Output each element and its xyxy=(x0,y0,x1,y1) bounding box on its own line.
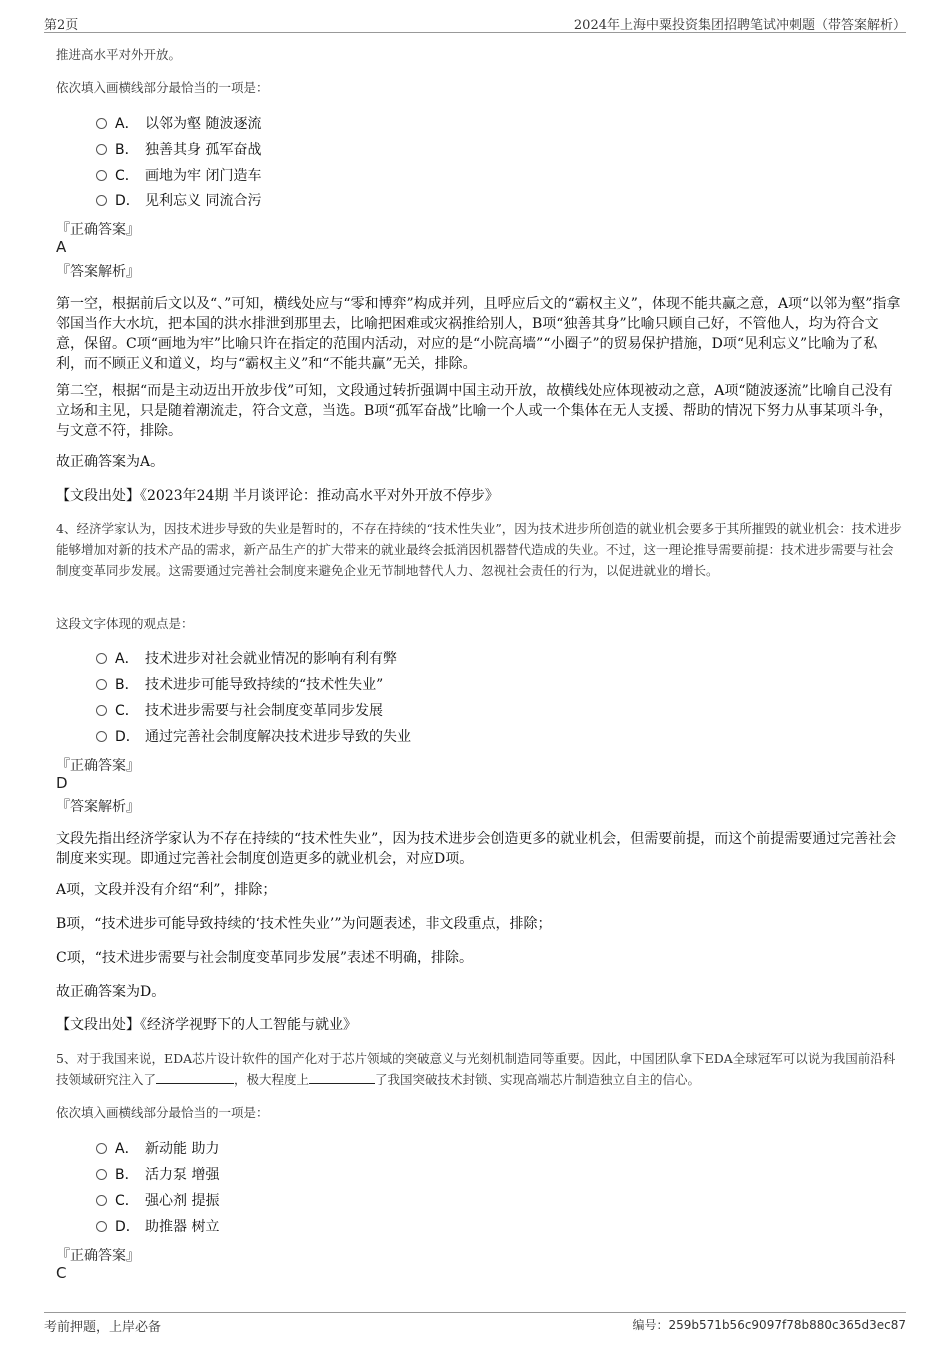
blank-line xyxy=(309,1071,375,1084)
q3-analysis-1: 第一空，根据前后文以及“、”可知，横线处应与“零和博弈”构成并列，且呼应后文的“霸权主义”，体现不能共赢之意，A项“以邻为壑”指拿邻国当作大水坑，把本国的洪水排泄到那里去，比喻把困难或灾祸推给别人，B项“独善其身”比喻只顾自己好，不管他人，均为符合文意，保留。C项“画地为牢”比喻只许在指定的范围内活动，对应的是“小院高墙”“小圈子”的贸易保护措施，D项“见利忘义”比喻为了私利，而不顾正义和道义，均与“霸权主义”和“不能共赢”无关，排除。 xyxy=(56,296,901,372)
q4-option-c[interactable]: C． 技术进步需要与社会制度变革同步发展 xyxy=(96,701,383,721)
radio-icon[interactable] xyxy=(96,731,107,742)
radio-icon[interactable] xyxy=(96,679,107,690)
radio-icon[interactable] xyxy=(96,1195,107,1206)
q5-answer: C xyxy=(56,1264,67,1282)
q4-stem: 4、经济学家认为，因技术进步导致的失业是暂时的，不存在持续的“技术性失业”，因为技术进步所创造的就业机会要多于其所摧毁的就业机会：技术进步能够增加对新的技术产品的需求，新产品生产的扩大带来的就业最终会抵消因机器替代造成的失业。不过，这一理论推导需要前提：技术进步需要与社会制度变革同步发展。这需要通过完善社会制度来避免企业无节制地替代人力、忽视社会责任的行为，以促进就业的增长。 xyxy=(56,521,902,578)
q3-analysis-label: 『答案解析』 xyxy=(56,264,140,280)
document-id: 编号：259b571b56c9097f78b880c365d3ec87 xyxy=(632,1318,906,1332)
page-header xyxy=(44,10,906,33)
radio-icon[interactable] xyxy=(96,170,107,181)
radio-icon[interactable] xyxy=(96,195,107,206)
radio-icon[interactable] xyxy=(96,653,107,664)
q4-answer: D xyxy=(56,774,68,792)
blank-line xyxy=(156,1071,234,1084)
q3-answer: A xyxy=(56,238,67,256)
q3-option-d[interactable]: D． 见利忘义 同流合污 xyxy=(96,191,261,211)
q4-prompt: 这段文字体现的观点是： xyxy=(56,616,194,631)
q3-analysis-3: 故正确答案为A。 xyxy=(56,454,165,470)
q3-analysis-2: 第二空，根据“而是主动迈出开放步伐”可知，文段通过转折强调中国主动开放，故横线处应体现被动之意，A项“随波逐流”比喻自己没有立场和主见，只是随着潮流走，符合文意，当选。B项“孤军奋战”比喻一个人或一个集体在无人支援、帮助的情况下努力从事某项斗争，与文意不符，排除。 xyxy=(56,383,893,439)
q5-option-a[interactable]: A． 新动能 助力 xyxy=(96,1139,219,1159)
page-footer xyxy=(44,1312,906,1337)
radio-icon[interactable] xyxy=(96,1169,107,1180)
q5-option-d[interactable]: D． 助推器 树立 xyxy=(96,1217,219,1237)
q3-option-b[interactable]: B． 独善其身 孤军奋战 xyxy=(96,140,261,160)
radio-icon[interactable] xyxy=(96,1221,107,1232)
q4-source: 【文段出处】《经济学视野下的人工智能与就业》 xyxy=(56,1017,357,1033)
q4-analysis-2: A项，文段并没有介绍“利”，排除； xyxy=(56,882,277,898)
radio-icon[interactable] xyxy=(96,1143,107,1154)
q3-prompt: 依次填入画横线部分最恰当的一项是： xyxy=(56,80,269,95)
q3-option-c[interactable]: C． 画地为牢 闭门造车 xyxy=(96,166,261,186)
radio-icon[interactable] xyxy=(96,144,107,155)
footer-slogan: 考前押题，上岸必备 xyxy=(44,1320,162,1335)
q3-tail: 推进高水平对外开放。 xyxy=(56,47,182,62)
q5-answer-label: 『正确答案』 xyxy=(56,1248,140,1264)
q5-option-b[interactable]: B． 活力泵 增强 xyxy=(96,1165,219,1185)
radio-icon[interactable] xyxy=(96,705,107,716)
q4-option-b[interactable]: B． 技术进步可能导致持续的“技术性失业” xyxy=(96,675,383,695)
q3-option-a[interactable]: A． 以邻为壑 随波逐流 xyxy=(96,114,261,134)
q3-answer-label: 『正确答案』 xyxy=(56,222,140,238)
document-title: 2024年上海中粟投资集团招聘笔试冲刺题（带答案解析） xyxy=(573,18,906,33)
q5-option-c[interactable]: C． 强心剂 提振 xyxy=(96,1191,219,1211)
radio-icon[interactable] xyxy=(96,118,107,129)
q4-analysis-5: 故正确答案为D。 xyxy=(56,984,166,1000)
q5-stem: 5、对于我国来说，EDA芯片设计软件的国产化对于芯片领域的突破意义与光刻机制造同等重要。因此，中国团队拿下EDA全球冠军可以说为我国前沿科技领域研究注入了 ，极大程度上 了我国突破技术封锁、实现高端芯片制造独立自主的信心。 xyxy=(56,1051,896,1087)
q4-analysis-4: C项，“技术进步需要与社会制度变革同步发展”表述不明确，排除。 xyxy=(56,950,474,966)
q4-analysis-label: 『答案解析』 xyxy=(56,799,140,815)
q5-prompt: 依次填入画横线部分最恰当的一项是： xyxy=(56,1105,269,1120)
q4-analysis-3: B项，“技术进步可能导致持续的‘技术性失业’”为问题表述，非文段重点，排除； xyxy=(56,916,552,932)
q4-analysis-1: 文段先指出经济学家认为不存在持续的“技术性失业”，因为技术进步会创造更多的就业机会，但需要前提，而这个前提需要通过完善社会制度来实现。即通过完善社会制度创造更多的就业机会，对应D项。 xyxy=(56,831,897,867)
q4-option-a[interactable]: A． 技术进步对社会就业情况的影响有利有弊 xyxy=(96,649,397,669)
q4-answer-label: 『正确答案』 xyxy=(56,758,140,774)
q3-source: 【文段出处】《2023年24期 半月谈评论：推动高水平对外开放不停步》 xyxy=(56,488,499,504)
q4-option-d[interactable]: D． 通过完善社会制度解决技术进步导致的失业 xyxy=(96,727,411,747)
page-number: 第2页 xyxy=(44,18,79,33)
